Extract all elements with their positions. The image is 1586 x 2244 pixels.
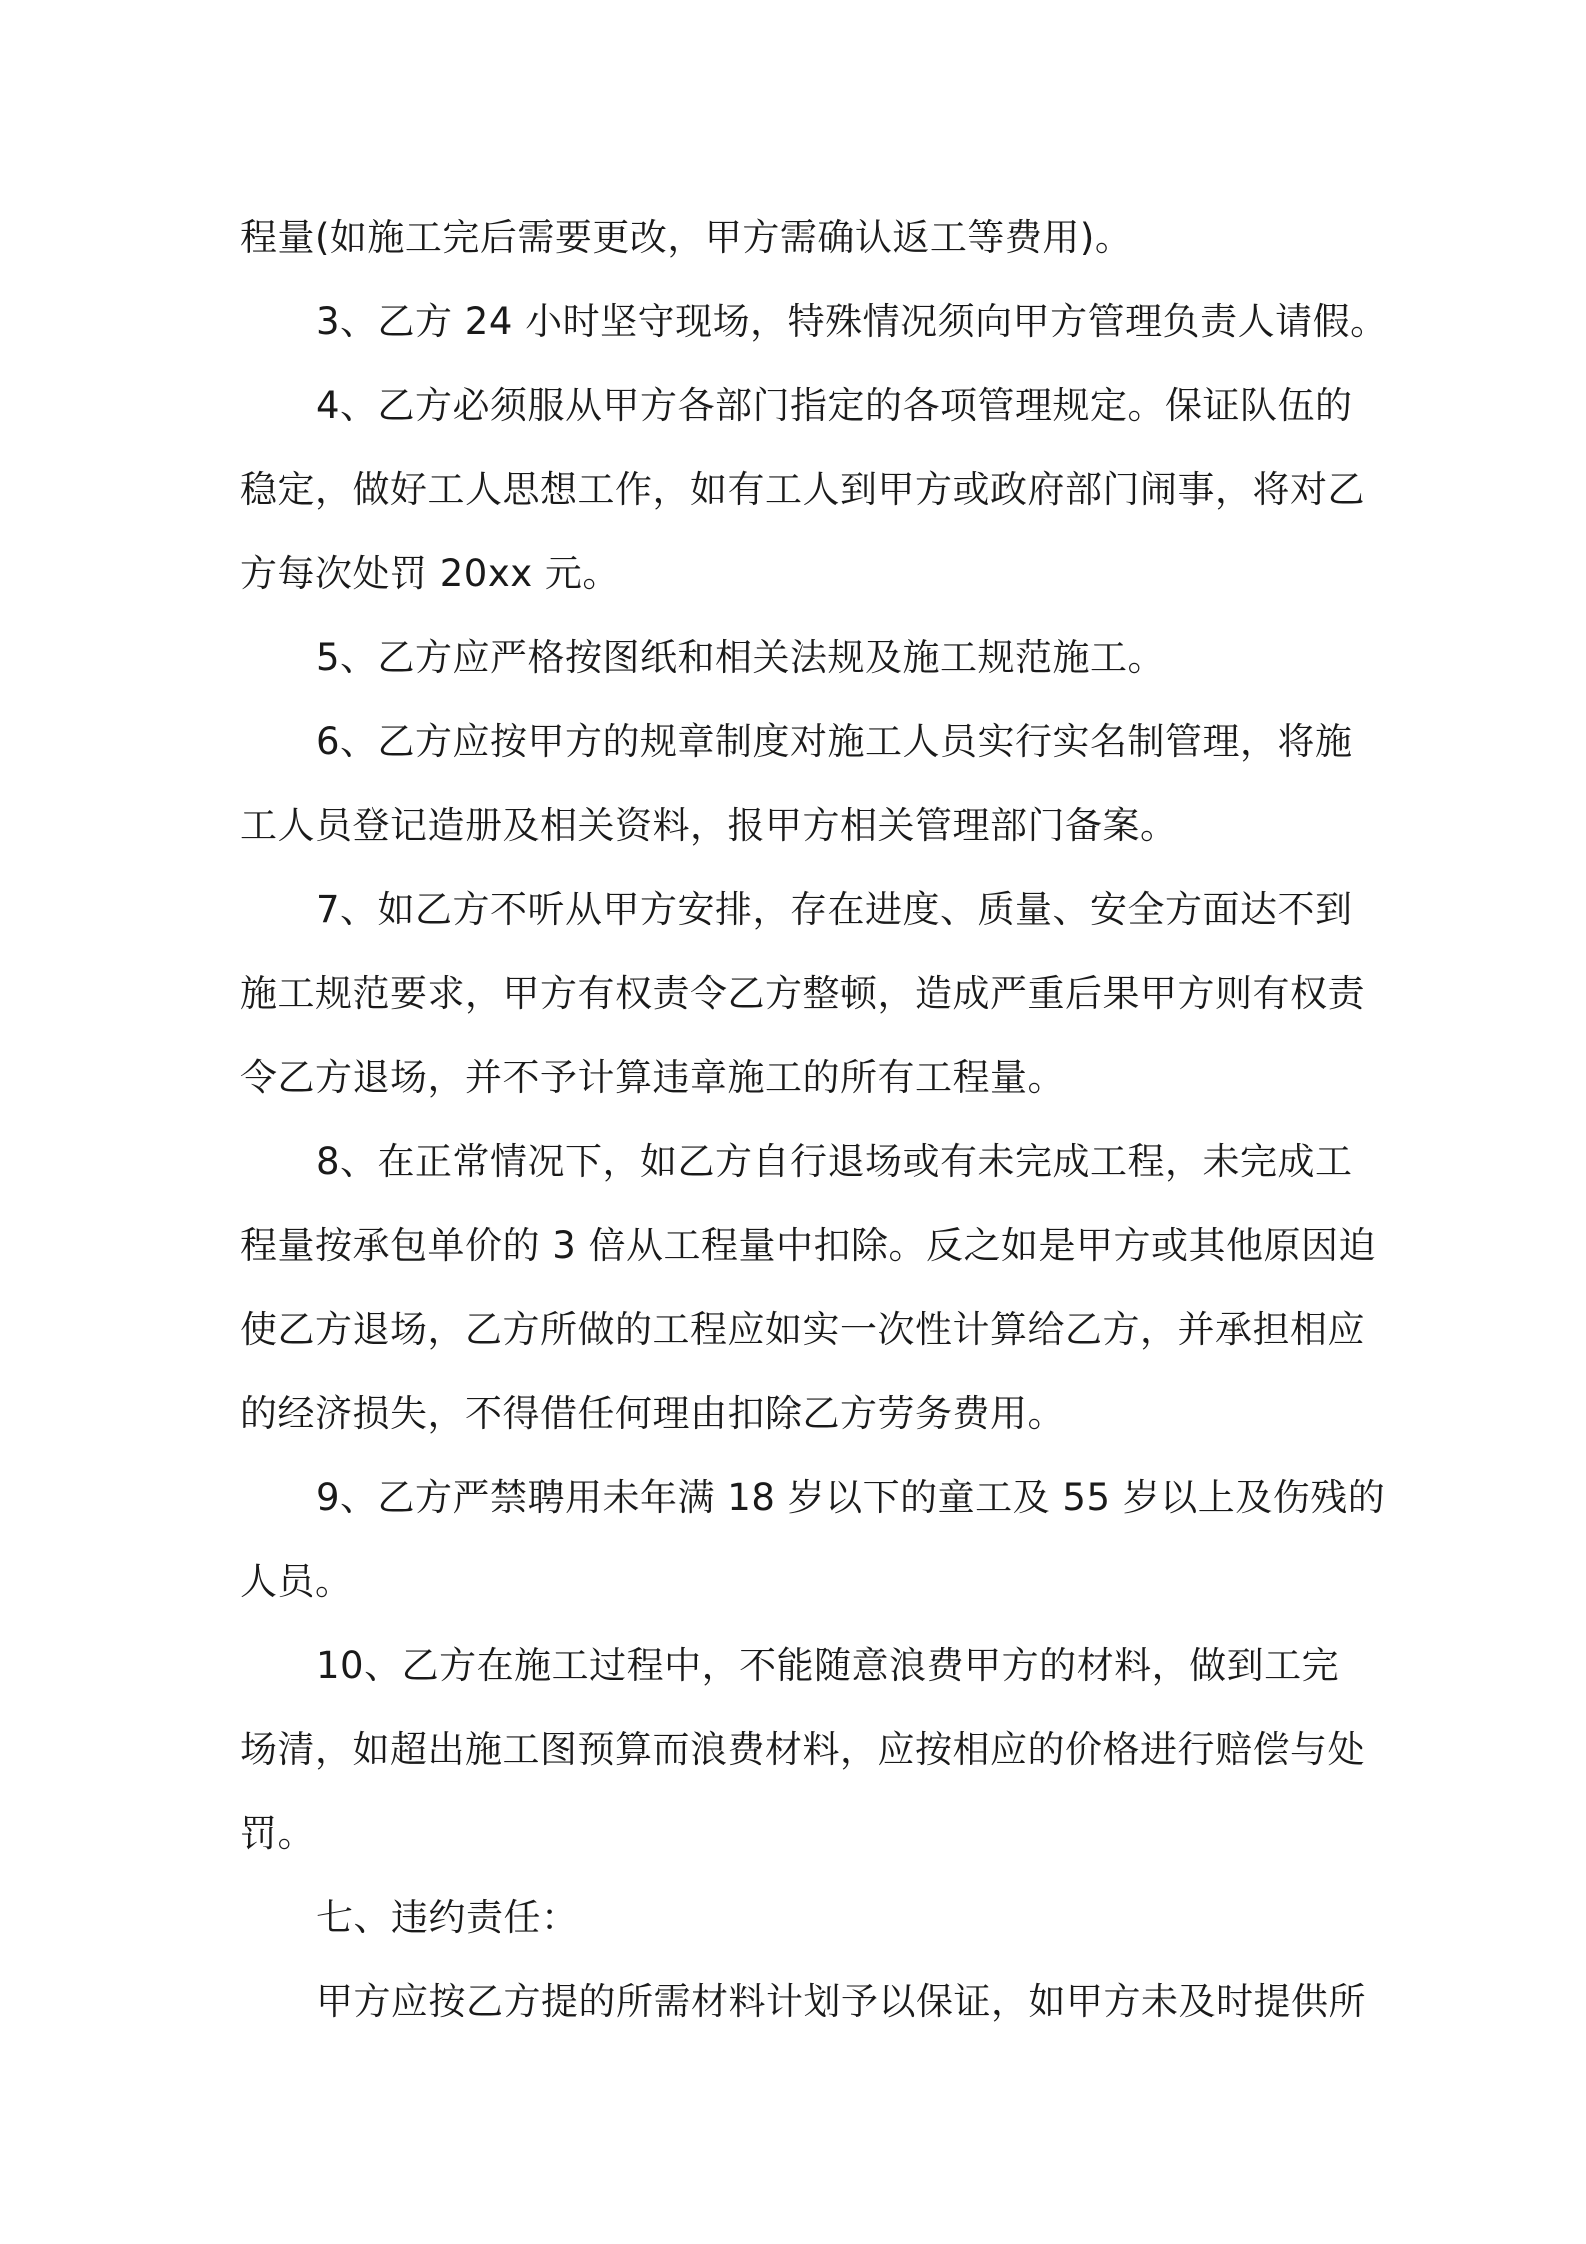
section-heading: 七、违约责任： — [316, 1896, 579, 1939]
text-line: 6、乙方应按甲方的规章制度对施工人员实行实名制管理，将施 — [316, 720, 1353, 763]
text-line: 方每次处罚 20xx 元。 — [240, 552, 620, 595]
text-line: 施工规范要求，甲方有权责令乙方整顿，造成严重后果甲方则有权责 — [240, 972, 1365, 1015]
text-line: 3、乙方 24 小时坚守现场，特殊情况须向甲方管理负责人请假。 — [316, 300, 1388, 343]
text-line: 10、乙方在施工过程中，不能随意浪费甲方的材料，做到工完 — [316, 1644, 1340, 1687]
paragraph-clause-10 — [240, 1624, 1365, 1876]
text-line: 稳定，做好工人思想工作，如有工人到甲方或政府部门闹事，将对乙 — [240, 468, 1365, 511]
document-body — [240, 196, 1388, 2044]
text-line: 甲方应按乙方提的所需材料计划予以保证，如甲方未及时提供所 — [316, 1980, 1366, 2023]
text-line: 9、乙方严禁聘用未年满 18 岁以下的童工及 55 岁以上及伤残的 — [316, 1476, 1386, 1519]
text-line: 程量(如施工完后需要更改，甲方需确认返工等费用)。 — [240, 216, 1133, 259]
paragraph-clause-7 — [240, 868, 1365, 1120]
text-line: 令乙方退场，并不予计算违章施工的所有工程量。 — [240, 1056, 1065, 1099]
paragraph-clause-8 — [240, 1120, 1377, 1456]
text-line: 程量按承包单价的 3 倍从工程量中扣除。反之如是甲方或其他原因迫 — [240, 1224, 1377, 1267]
paragraph-breach-1 — [240, 1960, 1366, 2044]
text-line: 罚。 — [240, 1812, 315, 1855]
text-line: 人员。 — [240, 1560, 353, 1603]
text-line: 5、乙方应严格按图纸和相关法规及施工规范施工。 — [316, 636, 1166, 679]
paragraph-clause-5 — [240, 616, 1352, 700]
paragraph-clause-9 — [240, 1456, 1386, 1624]
text-line: 的经济损失，不得借任何理由扣除乙方劳务费用。 — [240, 1392, 1065, 1435]
text-line: 工人员登记造册及相关资料，报甲方相关管理部门备案。 — [240, 804, 1178, 847]
text-line: 7、如乙方不听从甲方安排，存在进度、质量、安全方面达不到 — [316, 888, 1353, 931]
paragraph-clause-4 — [240, 364, 1365, 616]
text-line: 场清，如超出施工图预算而浪费材料，应按相应的价格进行赔偿与处 — [240, 1728, 1365, 1771]
paragraph-1 — [240, 196, 1352, 280]
text-line: 4、乙方必须服从甲方各部门指定的各项管理规定。保证队伍的 — [316, 384, 1353, 427]
paragraph-clause-3 — [240, 280, 1388, 364]
paragraph-clause-6 — [240, 700, 1352, 868]
text-line: 8、在正常情况下，如乙方自行退场或有未完成工程，未完成工 — [316, 1140, 1353, 1183]
section-heading-breach-liability — [240, 1876, 1352, 1960]
text-line: 使乙方退场，乙方所做的工程应如实一次性计算给乙方，并承担相应 — [240, 1308, 1365, 1351]
